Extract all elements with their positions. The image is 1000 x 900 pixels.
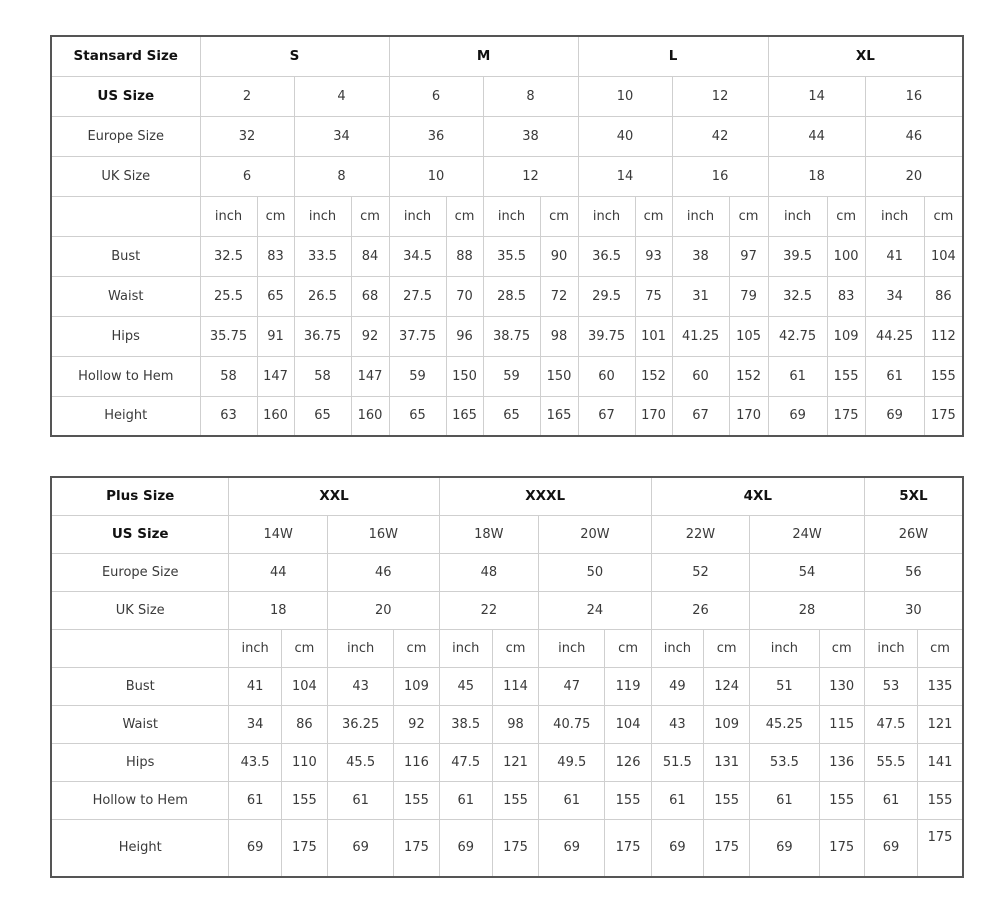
empty-cell (51, 629, 229, 667)
measure-value: 160 (351, 396, 389, 436)
measure-value: 131 (703, 743, 749, 781)
measure-value: 45.25 (750, 705, 819, 743)
measure-value: 39.75 (578, 316, 635, 356)
measure-value: 69 (750, 819, 819, 877)
measure-label: Hips (51, 743, 229, 781)
measure-value: 83 (827, 276, 865, 316)
size-value: 46 (865, 116, 963, 156)
size-label: XL (768, 36, 963, 76)
measure-value: 70 (446, 276, 483, 316)
row-label: US Size (51, 76, 200, 116)
size-value: 10 (578, 76, 672, 116)
measure-value: 175 (394, 819, 439, 877)
measure-value: 26.5 (294, 276, 351, 316)
size-value: 54 (750, 553, 865, 591)
measure-value: 69 (864, 819, 917, 877)
measure-value: 175 (819, 819, 864, 877)
measure-value: 152 (635, 356, 672, 396)
measure-value: 165 (540, 396, 578, 436)
measure-value: 175 (281, 819, 327, 877)
row-label: Europe Size (51, 553, 229, 591)
measure-value: 136 (819, 743, 864, 781)
measure-value: 31 (672, 276, 729, 316)
measure-value: 43.5 (229, 743, 281, 781)
measure-value: 28.5 (483, 276, 540, 316)
size-value: 44 (768, 116, 865, 156)
size-value: 18 (768, 156, 865, 196)
measure-value: 69 (439, 819, 492, 877)
size-value: 34 (294, 116, 389, 156)
measure-value: 34 (229, 705, 281, 743)
measure-value: 58 (294, 356, 351, 396)
measure-value: 34.5 (389, 236, 446, 276)
measure-value: 160 (257, 396, 294, 436)
measure-value: 90 (540, 236, 578, 276)
measure-value: 59 (389, 356, 446, 396)
measure-value: 41 (865, 236, 924, 276)
unit-label: cm (446, 196, 483, 236)
measure-value: 69 (651, 819, 703, 877)
measure-value: 35.5 (483, 236, 540, 276)
measure-value: 41.25 (672, 316, 729, 356)
measure-value: 115 (819, 705, 864, 743)
unit-label: cm (635, 196, 672, 236)
measure-value: 67 (578, 396, 635, 436)
measure-value: 49.5 (539, 743, 605, 781)
measure-row (51, 396, 963, 436)
unit-label: inch (539, 629, 605, 667)
measure-value: 83 (257, 236, 294, 276)
measure-value: 175 (924, 396, 963, 436)
size-value: 40 (578, 116, 672, 156)
measure-value: 55.5 (864, 743, 917, 781)
measure-value: 34 (865, 276, 924, 316)
measure-value: 51 (750, 667, 819, 705)
unit-label: cm (351, 196, 389, 236)
unit-label: inch (672, 196, 729, 236)
size-value: 12 (672, 76, 768, 116)
measure-value: 104 (281, 667, 327, 705)
corner-label: Stansard Size (51, 36, 200, 76)
measure-value: 29.5 (578, 276, 635, 316)
measure-value: 69 (327, 819, 393, 877)
measure-value: 32.5 (768, 276, 827, 316)
measure-value: 69 (865, 396, 924, 436)
size-value: 20W (539, 515, 652, 553)
size-value: 28 (750, 591, 865, 629)
measure-value: 42.75 (768, 316, 827, 356)
measure-value: 39.5 (768, 236, 827, 276)
measure-value: 150 (446, 356, 483, 396)
unit-label: cm (540, 196, 578, 236)
measure-value: 37.75 (389, 316, 446, 356)
measure-value: 86 (281, 705, 327, 743)
size-value: 14 (768, 76, 865, 116)
measure-value: 65 (483, 396, 540, 436)
size-value: 42 (672, 116, 768, 156)
size-value: 16 (865, 76, 963, 116)
unit-label: cm (827, 196, 865, 236)
measure-value: 32.5 (200, 236, 257, 276)
unit-label: inch (200, 196, 257, 236)
unit-label: cm (918, 629, 963, 667)
measure-value: 65 (257, 276, 294, 316)
measure-value: 121 (492, 743, 538, 781)
size-value: 56 (864, 553, 963, 591)
measure-row (51, 236, 963, 276)
measure-value: 43 (651, 705, 703, 743)
unit-label: cm (819, 629, 864, 667)
measure-value: 114 (492, 667, 538, 705)
uk-size-row (51, 591, 963, 629)
standard-size-table (50, 35, 964, 437)
measure-value: 175 (605, 819, 651, 877)
measure-row (51, 667, 963, 705)
measure-value: 112 (924, 316, 963, 356)
measure-value: 88 (446, 236, 483, 276)
measure-row (51, 819, 963, 877)
unit-label: inch (865, 196, 924, 236)
measure-value: 92 (351, 316, 389, 356)
measure-value: 109 (827, 316, 865, 356)
measure-value: 155 (819, 781, 864, 819)
size-value: 32 (200, 116, 294, 156)
size-label: 4XL (651, 477, 864, 515)
size-label: S (200, 36, 389, 76)
measure-value: 33.5 (294, 236, 351, 276)
unit-label: inch (864, 629, 917, 667)
size-value: 18W (439, 515, 539, 553)
measure-value: 61 (439, 781, 492, 819)
size-label: XXL (229, 477, 439, 515)
measure-value: 150 (540, 356, 578, 396)
measure-value: 104 (924, 236, 963, 276)
measure-label: Bust (51, 667, 229, 705)
measure-label: Height (51, 396, 200, 436)
unit-label: inch (768, 196, 827, 236)
plus-size-table (50, 476, 964, 878)
measure-row (51, 356, 963, 396)
us-size-row (51, 515, 963, 553)
size-value: 36 (389, 116, 483, 156)
measure-label: Hollow to Hem (51, 781, 229, 819)
size-value: 2 (200, 76, 294, 116)
size-value: 24 (539, 591, 652, 629)
size-value: 8 (294, 156, 389, 196)
measure-value: 109 (703, 705, 749, 743)
measure-value: 63 (200, 396, 257, 436)
measure-value: 72 (540, 276, 578, 316)
measure-value: 119 (605, 667, 651, 705)
measure-value: 147 (351, 356, 389, 396)
measure-row (51, 743, 963, 781)
measure-value: 165 (446, 396, 483, 436)
unit-label: inch (651, 629, 703, 667)
size-value: 12 (483, 156, 578, 196)
corner-label: Plus Size (51, 477, 229, 515)
measure-value: 92 (394, 705, 439, 743)
size-value: 44 (229, 553, 328, 591)
measure-value: 58 (200, 356, 257, 396)
measure-value: 155 (827, 356, 865, 396)
measure-value: 96 (446, 316, 483, 356)
eu-size-row (51, 553, 963, 591)
size-value: 50 (539, 553, 652, 591)
measure-value: 53 (864, 667, 917, 705)
size-value: 20 (327, 591, 439, 629)
measure-value: 155 (924, 356, 963, 396)
measure-value: 175 (492, 819, 538, 877)
measure-value: 36.75 (294, 316, 351, 356)
measure-value: 51.5 (651, 743, 703, 781)
size-value: 52 (651, 553, 750, 591)
measure-value: 155 (605, 781, 651, 819)
measure-value: 38.5 (439, 705, 492, 743)
measure-value: 61 (229, 781, 281, 819)
size-value: 14 (578, 156, 672, 196)
measure-value: 27.5 (389, 276, 446, 316)
measure-value: 61 (865, 356, 924, 396)
unit-label: cm (492, 629, 538, 667)
measure-value: 101 (635, 316, 672, 356)
size-value: 8 (483, 76, 578, 116)
measure-value: 155 (281, 781, 327, 819)
measure-value: 61 (327, 781, 393, 819)
measure-row (51, 316, 963, 356)
measure-value: 65 (389, 396, 446, 436)
measure-value: 100 (827, 236, 865, 276)
measure-value: 49 (651, 667, 703, 705)
measure-value: 105 (729, 316, 768, 356)
unit-label: cm (924, 196, 963, 236)
measure-value: 126 (605, 743, 651, 781)
size-header-row (51, 36, 963, 76)
size-value: 10 (389, 156, 483, 196)
size-label: XXXL (439, 477, 651, 515)
measure-value: 43 (327, 667, 393, 705)
unit-label: cm (605, 629, 651, 667)
unit-label: inch (750, 629, 819, 667)
measure-value: 98 (540, 316, 578, 356)
size-label: L (578, 36, 768, 76)
measure-value: 93 (635, 236, 672, 276)
measure-value: 47.5 (864, 705, 917, 743)
measure-value: 61 (651, 781, 703, 819)
measure-value: 68 (351, 276, 389, 316)
us-size-row (51, 76, 963, 116)
size-value: 46 (327, 553, 439, 591)
unit-label: inch (327, 629, 393, 667)
size-value: 16 (672, 156, 768, 196)
measure-value: 69 (229, 819, 281, 877)
measure-label: Bust (51, 236, 200, 276)
measure-value: 175 (827, 396, 865, 436)
measure-value: 135 (918, 667, 963, 705)
eu-size-row (51, 116, 963, 156)
measure-row (51, 781, 963, 819)
measure-value: 47 (539, 667, 605, 705)
size-value: 26W (864, 515, 963, 553)
unit-label: inch (229, 629, 281, 667)
measure-value: 84 (351, 236, 389, 276)
measure-value: 69 (539, 819, 605, 877)
measure-value: 75 (635, 276, 672, 316)
measure-value: 38.75 (483, 316, 540, 356)
measure-value: 170 (635, 396, 672, 436)
measure-value: 155 (703, 781, 749, 819)
measure-value: 67 (672, 396, 729, 436)
measure-value: 47.5 (439, 743, 492, 781)
size-header-row (51, 477, 963, 515)
unit-label: inch (439, 629, 492, 667)
measure-value: 60 (578, 356, 635, 396)
measure-label: Height (51, 819, 229, 877)
size-value: 30 (864, 591, 963, 629)
measure-value: 61 (750, 781, 819, 819)
measure-value: 61 (768, 356, 827, 396)
measure-value: 97 (729, 236, 768, 276)
measure-value: 69 (768, 396, 827, 436)
size-value: 6 (389, 76, 483, 116)
unit-label: inch (483, 196, 540, 236)
measure-value: 91 (257, 316, 294, 356)
size-value: 16W (327, 515, 439, 553)
unit-label: inch (389, 196, 446, 236)
measure-value: 124 (703, 667, 749, 705)
size-value: 22W (651, 515, 750, 553)
row-label: UK Size (51, 591, 229, 629)
row-label: UK Size (51, 156, 200, 196)
measure-value: 60 (672, 356, 729, 396)
size-value: 6 (200, 156, 294, 196)
unit-label: cm (703, 629, 749, 667)
measure-label: Hollow to Hem (51, 356, 200, 396)
measure-value: 147 (257, 356, 294, 396)
measure-value: 121 (918, 705, 963, 743)
measure-value: 98 (492, 705, 538, 743)
measure-value: 35.75 (200, 316, 257, 356)
measure-label: Waist (51, 705, 229, 743)
measure-value: 61 (539, 781, 605, 819)
measure-value: 36.25 (327, 705, 393, 743)
units-row (51, 629, 963, 667)
measure-row (51, 276, 963, 316)
measure-value: 61 (864, 781, 917, 819)
size-value: 38 (483, 116, 578, 156)
row-label: Europe Size (51, 116, 200, 156)
measure-value: 155 (492, 781, 538, 819)
unit-label: inch (294, 196, 351, 236)
measure-value: 45 (439, 667, 492, 705)
measure-value: 116 (394, 743, 439, 781)
size-label: M (389, 36, 578, 76)
size-value: 14W (229, 515, 328, 553)
measure-value: 65 (294, 396, 351, 436)
unit-label: cm (729, 196, 768, 236)
measure-value: 38 (672, 236, 729, 276)
measure-value: 59 (483, 356, 540, 396)
unit-label: cm (257, 196, 294, 236)
measure-value: 152 (729, 356, 768, 396)
size-value: 48 (439, 553, 539, 591)
measure-value: 53.5 (750, 743, 819, 781)
measure-value: 36.5 (578, 236, 635, 276)
measure-value: 175 (918, 819, 963, 877)
measure-value: 155 (918, 781, 963, 819)
size-value: 4 (294, 76, 389, 116)
measure-value: 25.5 (200, 276, 257, 316)
measure-value: 79 (729, 276, 768, 316)
measure-row (51, 705, 963, 743)
size-value: 22 (439, 591, 539, 629)
measure-value: 41 (229, 667, 281, 705)
unit-label: cm (281, 629, 327, 667)
measure-value: 86 (924, 276, 963, 316)
measure-value: 110 (281, 743, 327, 781)
size-label: 5XL (864, 477, 963, 515)
measure-value: 130 (819, 667, 864, 705)
uk-size-row (51, 156, 963, 196)
row-label: US Size (51, 515, 229, 553)
size-value: 20 (865, 156, 963, 196)
measure-value: 170 (729, 396, 768, 436)
size-value: 26 (651, 591, 750, 629)
measure-value: 109 (394, 667, 439, 705)
measure-label: Hips (51, 316, 200, 356)
measure-value: 104 (605, 705, 651, 743)
size-value: 18 (229, 591, 328, 629)
unit-label: cm (394, 629, 439, 667)
empty-cell (51, 196, 200, 236)
units-row (51, 196, 963, 236)
measure-value: 175 (703, 819, 749, 877)
measure-value: 44.25 (865, 316, 924, 356)
size-value: 24W (750, 515, 865, 553)
measure-value: 40.75 (539, 705, 605, 743)
measure-value: 45.5 (327, 743, 393, 781)
measure-value: 155 (394, 781, 439, 819)
unit-label: inch (578, 196, 635, 236)
measure-label: Waist (51, 276, 200, 316)
measure-value: 141 (918, 743, 963, 781)
